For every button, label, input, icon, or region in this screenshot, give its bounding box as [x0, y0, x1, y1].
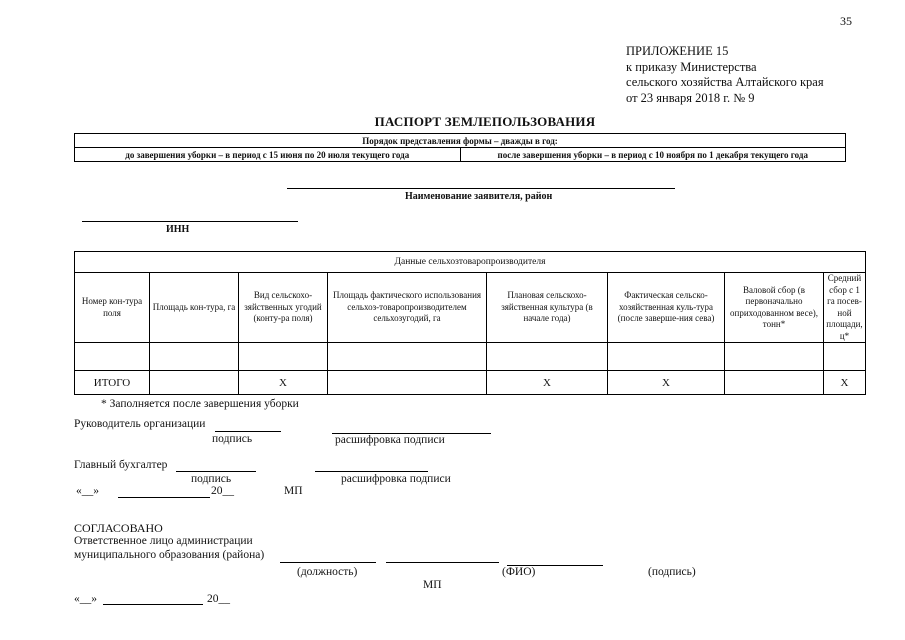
total-cell: ИТОГО — [75, 371, 150, 395]
column-header: Плановая сельскохо-зяйственная культура (в начале года) — [487, 273, 608, 343]
table-cell[interactable] — [608, 343, 725, 371]
total-cell: Х — [608, 371, 725, 395]
column-header: Фактическая сельско-хозяйственная куль-тура (после заверше-ния сева) — [608, 273, 725, 343]
total-cell: Х — [239, 371, 328, 395]
date-month-line[interactable] — [118, 497, 210, 498]
submission-after: после завершения уборки – в период с 10 ноября по 1 декабря текущего года — [460, 148, 846, 162]
table-header-row — [75, 273, 866, 343]
table-cell[interactable] — [487, 343, 608, 371]
head-signature-caption: подпись — [212, 433, 253, 445]
approval-date-day: «__» — [74, 593, 97, 605]
accountant-decoding-caption: расшифровка подписи — [341, 473, 451, 485]
accountant-decoding-line[interactable] — [315, 471, 428, 472]
column-header: Вид сельскохо-зяйственных угодий (конту-ра поля) — [239, 273, 328, 343]
approval-position-line[interactable] — [280, 562, 376, 563]
total-cell[interactable] — [150, 371, 239, 395]
approval-heading: СОГЛАСОВАНО — [74, 521, 163, 535]
applicant-line — [287, 188, 675, 189]
approval-date-year: 20__ — [207, 593, 230, 605]
total-cell: Х — [824, 371, 866, 395]
table-cell[interactable] — [824, 343, 866, 371]
head-decoding-caption: расшифровка подписи — [335, 434, 445, 446]
stamp-label: МП — [284, 485, 303, 497]
appendix-line: к приказу Министерства — [626, 59, 757, 74]
accountant-label: Главный бухгалтер — [74, 459, 168, 471]
appendix-line: ПРИЛОЖЕНИЕ 15 — [626, 44, 729, 58]
table-cell[interactable] — [328, 343, 487, 371]
appendix-line: сельского хозяйства Алтайского края — [626, 75, 824, 89]
signature-caption: (подпись) — [648, 566, 696, 578]
producer-data-table — [74, 251, 866, 395]
submission-order-table — [74, 133, 846, 162]
accountant-signature-line[interactable] — [176, 471, 256, 472]
total-cell[interactable] — [328, 371, 487, 395]
document-title: ПАСПОРТ ЗЕМЛЕПОЛЬЗОВАНИЯ — [374, 114, 596, 129]
table-cell[interactable] — [75, 343, 150, 371]
head-signature-line[interactable] — [215, 431, 281, 432]
table-cell[interactable] — [239, 343, 328, 371]
column-header: Площадь фактического использования сельхоз-товаропроизводителем сельхозугодий, га — [328, 273, 487, 343]
total-cell[interactable] — [725, 371, 824, 395]
table-title: Данные сельхозтоваропроизводителя — [75, 252, 866, 273]
submission-header: Порядок представления формы – дважды в год: — [75, 134, 846, 148]
table-cell[interactable] — [725, 343, 824, 371]
table-row — [75, 343, 866, 371]
approval-date-month-line[interactable] — [103, 604, 203, 605]
approval-line2: муниципального образования (района) — [74, 549, 265, 561]
fio-caption: (ФИО) — [502, 566, 536, 578]
appendix-line: от 23 января 2018 г. № 9 — [626, 90, 755, 105]
total-cell: Х — [487, 371, 608, 395]
total-row — [75, 371, 866, 395]
date-day: «__» — [76, 485, 99, 497]
position-caption: (должность) — [297, 566, 358, 578]
table-cell[interactable] — [150, 343, 239, 371]
footnote: * Заполняется после завершения уборки — [101, 398, 299, 410]
column-header: Средний сбор с 1 га посев-ной площади, ц* — [824, 273, 866, 343]
column-header: Площадь кон-тура, га — [150, 273, 239, 343]
head-label: Руководитель организации — [74, 418, 206, 430]
column-header: Валовой сбор (в первоначально оприходованном весе), тонн* — [725, 273, 824, 343]
appendix-block — [626, 44, 824, 106]
inn-label: ИНН — [166, 224, 190, 235]
applicant-label: Наименование заявителя, район — [405, 191, 553, 202]
inn-line — [82, 221, 298, 222]
submission-before: до завершения уборки – в период с 15 июня по 20 июля текущего года — [75, 148, 461, 162]
approval-fio-line[interactable] — [386, 562, 499, 563]
approval-line1: Ответственное лицо администрации — [74, 535, 253, 547]
accountant-signature-caption: подпись — [191, 473, 232, 485]
date-year: 20__ — [211, 485, 234, 497]
approval-stamp: МП — [423, 579, 442, 591]
column-header: Номер кон-тура поля — [75, 273, 150, 343]
page-number: 35 — [840, 14, 852, 28]
